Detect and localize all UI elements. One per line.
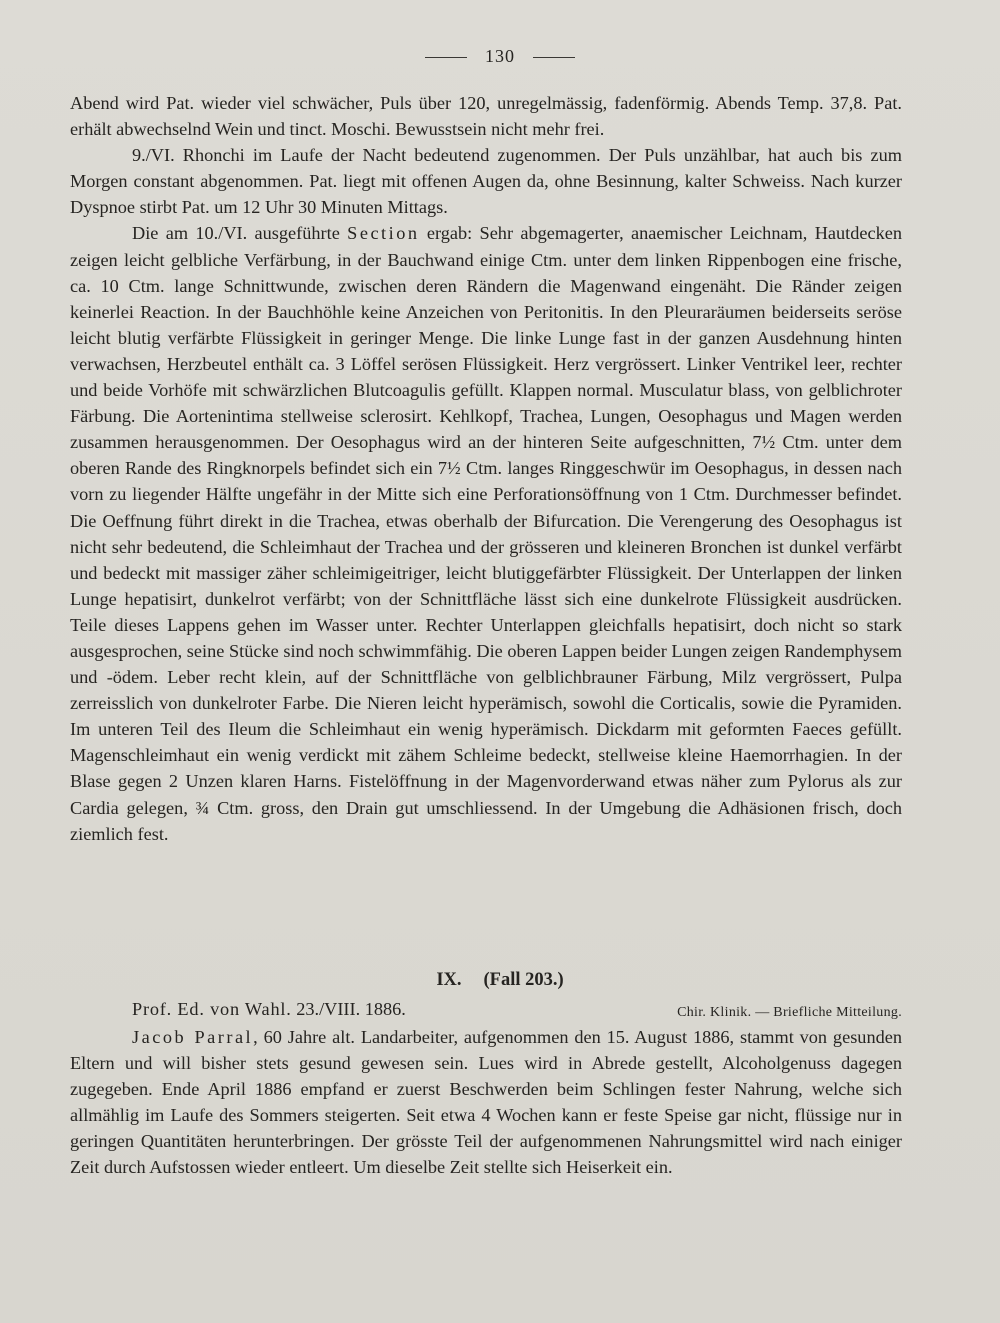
case-number: (Fall 203.): [483, 970, 564, 990]
page-header: [0, 46, 1000, 67]
new-case-report: [70, 1024, 902, 1181]
case-report-continuation: [70, 90, 902, 847]
paragraph-anamnesis: [70, 1024, 902, 1181]
anamnesis-text: , 60 Jahre alt. Landarbeiter, aufgenommen den 15. August 1886, stammt von gesunden Eltern und will bisher stets gesund gewesen sein. Lues wird in Abrede gestellt, Alcoholgenuss dagegen zugegeben. Ende April 1886 empfand er zuerst Beschwerden beim Schlingen fester Nahrung, welche sich allmählig im Laufe des Sommers steigerten. Seit etwa 4 Wochen kann er feste Speise gar nicht, flüssige nur in geringen Quantitäten herunterbringen. Der grösste Teil der aufgenommenen Nahrungsmittel wird nach einiger Zeit durch Aufstossen wieder entleert. Um dieselbe Zeit stellte sich Heiserkeit ein.: [70, 1027, 902, 1178]
section-numeral: IX.: [436, 970, 462, 990]
paragraph-autopsy: [70, 220, 902, 846]
autopsy-findings: ergab: Sehr abgemagerter, anaemischer Leichnam, Hautdecken zeigen leicht gelbliche Verfärbung, in der Bauchwand einige Ctm. unter dem linken Rippenbogen eine frische, ca. 10 Ctm. lange Schnittwunde, zwischen deren Rändern die Magenwand eingenäht. Die Ränder zeigen keinerlei Reaction. In der Bauchhöhle keine Anzeichen von Peritonitis. In den Pleuraräumen beiderseits seröse leicht blutig verfärbte Flüssigkeit in geringer Menge. Die linke Lunge fast in der ganzen Ausdehnung hinten verwachsen, Herzbeutel enthält ca. 3 Löffel serösen Flüssigkeit. Herz vergrössert. Linker Ventrikel leer, rechter und beide Vorhöfe mit schwärzlichen Blutcoagulis gefüllt. Klappen normal. Musculatur blass, von gelblichroter Färbung. Die Aortenintima stellweise sclerosirt. Kehlkopf, Trachea, Lungen, Oesophagus und Magen werden zusammen herausgenommen. Der Oesophagus wird an der hinteren Seite aufgeschnitten, 7½ Ctm. unter dem oberen Rande des Ringknorpels befindet sich ein 7½ Ctm. langes Ringgeschwür im Oesophagus, in dessen nach vorn zu liegender Hälfte ungefähr in der Mitte sich eine Perforationsöffnung von 1 Ctm. Durchmesser befindet. Die Oeffnung führt direkt in die Trachea, etwas oberhalb der Bifurcation. Die Verengerung des Oesophagus ist nicht sehr bedeutend, die Schleimhaut der Trachea und der grösseren und kleineren Bronchen ist dunkel verfärbt und bedeckt mit massiger zäher schleimigeitriger, leicht blutiggefärbter Flüssigkeit. Der Unterlappen der linken Lunge hepatisirt, dunkelrot verfärbt; von der Schnittfläche lässt sich eine dunkelrote Flüssigkeit ausdrücken. Teile dieses Lappens gehen im Wasser unter. Rechter Unterlappen gleichfalls hepatisirt, doch nicht so stark ausgesprochen, seine Stücke sind noch schwimmfähig. Die oberen Lappen beider Lungen zeigen Randemphysem und -ödem. Leber recht klein, auf der Schnittfläche von gelblichbrauner Färbung, Milz vergrössert, Pulpa zerreisslich von dunkelroter Farbe. Die Nieren leicht hyperämisch, sowohl die Corticalis, sowie die Pyramiden. Im unteren Teil des Ileum die Schleimhaut ein wenig hyperämisch. Dickdarm mit geformten Faeces gefüllt. Magenschleimhaut ein wenig verdickt mit zähem Schleime bedeckt, stellweise kleine Haemorrhagien. In der Blase gegen 2 Unzen klaren Harns. Fistelöffnung in der Magenvorderwand etwas näher zum Pylorus als zur Cardia gelegen, ¾ Ctm. gross, den Drain gut umschliessend. In der Umgebung die Adhäsionen frisch, doch ziemlich fest.: [70, 223, 902, 844]
case-author: Prof. Ed. von Wahl.: [132, 999, 292, 1019]
case-attribution: [70, 996, 902, 1026]
patient-name: Jacob Parral: [132, 1027, 254, 1047]
case-date: 23./VIII. 1886.: [291, 999, 406, 1019]
header-rule-right: [533, 57, 575, 58]
page-number: 130: [485, 46, 515, 66]
section-heading: [0, 970, 1000, 991]
header-rule-left: [425, 57, 467, 58]
case-source: Chir. Klinik. — Briefliche Mitteilung.: [677, 1005, 902, 1020]
section-term: Section: [347, 223, 420, 244]
autopsy-intro: Die am 10./VI. ausgeführte: [132, 223, 348, 244]
paragraph-evening: Abend wird Pat. wieder viel schwächer, Puls über 120, unregelmässig, fadenförmig. Abends Temp. 37,8. Pat. erhält abwechselnd Wein und tinct. Moschi. Bewusstsein nicht mehr frei.: [70, 93, 902, 140]
paragraph-death: 9./VI. Rhonchi im Laufe der Nacht bedeutend zugenommen. Der Puls unzählbar, hat auch bis zum Morgen constant abgenommen. Pat. liegt mit offenen Augen da, ohne Besinnung, kalter Schweiss. Nach kurzer Dyspnoe stirbt Pat. um 12 Uhr 30 Minuten Mittags.: [70, 145, 902, 218]
